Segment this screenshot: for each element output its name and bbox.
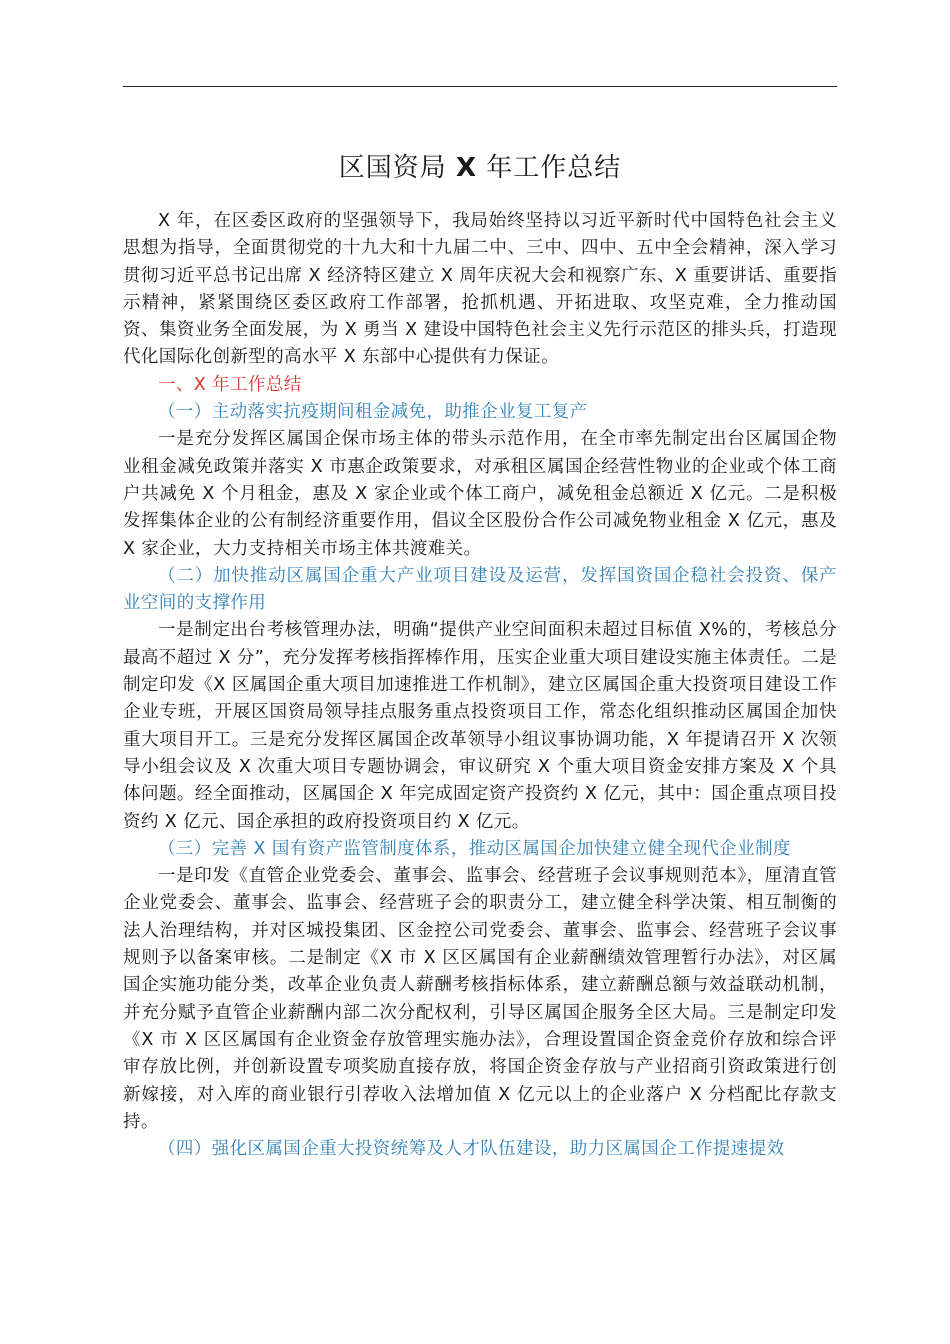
title-x: X <box>455 153 478 183</box>
subsection-body-3: 一是印发《直管企业党委会、董事会、监事会、经营班子会议事规则范本》，厘清直管企业党委会、董事会、监事会、经营班子会的职责分工，建立健全科学决策、相互制衡的法人治理结构，并对区城投集团、区金控公司党委会、董事会、监事会、经营班子会议事规则予以备案审核。二是制定《X 市 X 区区属国有企业薪酬绩效管理暂行办法》，对区属国企实施功能分类，改革企业负责人薪酬考核指标体系，建立薪酬总额与效益联动机制，并充分赋予直管企业薪酬内部二次分配权利，引导区属国企服务全区大局。三是制定印发《X 市 X 区区属国有企业资金存放管理实施办法》，合理设置国企资金竞价存放和综合评审存放比例，并创新设置专项奖励直接存放，将国企资金存放与产业招商引资政策进行创新嫁接，对入库的商业银行引荐收入法增加值 X 亿元以上的企业落户 X 分档配比存款支持。 <box>123 866 837 1132</box>
document-title <box>123 148 837 188</box>
title-suffix: 年工作总结 <box>486 153 622 183</box>
subsection-heading-4: （四）强化区属国企重大投资统筹及人才队伍建设，助力区属国企工作提速提效 <box>158 1139 785 1160</box>
subsection-heading-3: （三）完善 X 国有资产监管制度体系，推动区属国企加快建立健全现代企业制度 <box>158 838 791 859</box>
section-heading-1: 一、X 年工作总结 <box>158 374 302 395</box>
document-body <box>123 208 837 1163</box>
header-rule <box>123 86 837 87</box>
subsection-heading-2: （二）加快推动区属国企重大产业项目建设及运营，发挥国资国企稳社会投资、保产业空间的支撑作用 <box>123 565 837 614</box>
intro-paragraph: X 年，在区委区政府的坚强领导下，我局始终坚持以习近平新时代中国特色社会主义思想为指导，全面贯彻党的十九大和十九届二中、三中、四中、五中全会精神，深入学习贯彻习近平总书记出席 X 经济特区建立 X 周年庆祝大会和视察广东、X 重要讲话、重要指示精神，紧紧围绕区委区政府工作部署，抢抓机遇、开拓进取、攻坚克难，全力推动国资、集资业务全面发展，为 X 勇当 X 建设中国特色社会主义先行示范区的排头兵，打造现代化国际化创新型的高水平 X 东部中心提供有力保证。 <box>123 211 837 368</box>
subsection-body-1: 一是充分发挥区属国企保市场主体的带头示范作用，在全市率先制定出台区属国企物业租金减免政策并落实 X 市惠企政策要求，对承租区属国企经营性物业的企业或个体工商户共减免 X 个月租金，惠及 X 家企业或个体工商户，减免租金总额近 X 亿元。二是积极发挥集体企业的公有制经济重要作用，倡议全区股份合作公司减免物业租金 X 亿元，惠及 X 家企业，大力支持相关市场主体共渡难关。 <box>123 429 837 559</box>
subsection-heading-1: （一）主动落实抗疫期间租金减免，助推企业复工复产 <box>158 402 588 423</box>
subsection-body-2: 一是制定出台考核管理办法，明确“提供产业空间面积未超过目标值 X%的，考核总分最高不超过 X 分”，充分发挥考核指挥棒作用，压实企业重大项目建设实施主体责任。二是制定印发《X 区属国企重大项目加速推进工作机制》，建立区属国企重大投资项目建设工作企业专班，开展区国资局领导挂点服务重点投资项目工作，常态化组织推动区属国企加快重大项目开工。三是充分发挥区属国企改革领导小组议事协调功能，X 年提请召开 X 次领导小组会议及 X 次重大项目专题协调会，审议研究 X 个重大项目资金安排方案及 X 个具体问题。经全面推动，区属国企 X 年完成固定资产投资约 X 亿元，其中：国企重点项目投资约 X 亿元、国企承担的政府投资项目约 X 亿元。 <box>123 620 837 832</box>
title-prefix: 区国资局 <box>338 153 447 183</box>
